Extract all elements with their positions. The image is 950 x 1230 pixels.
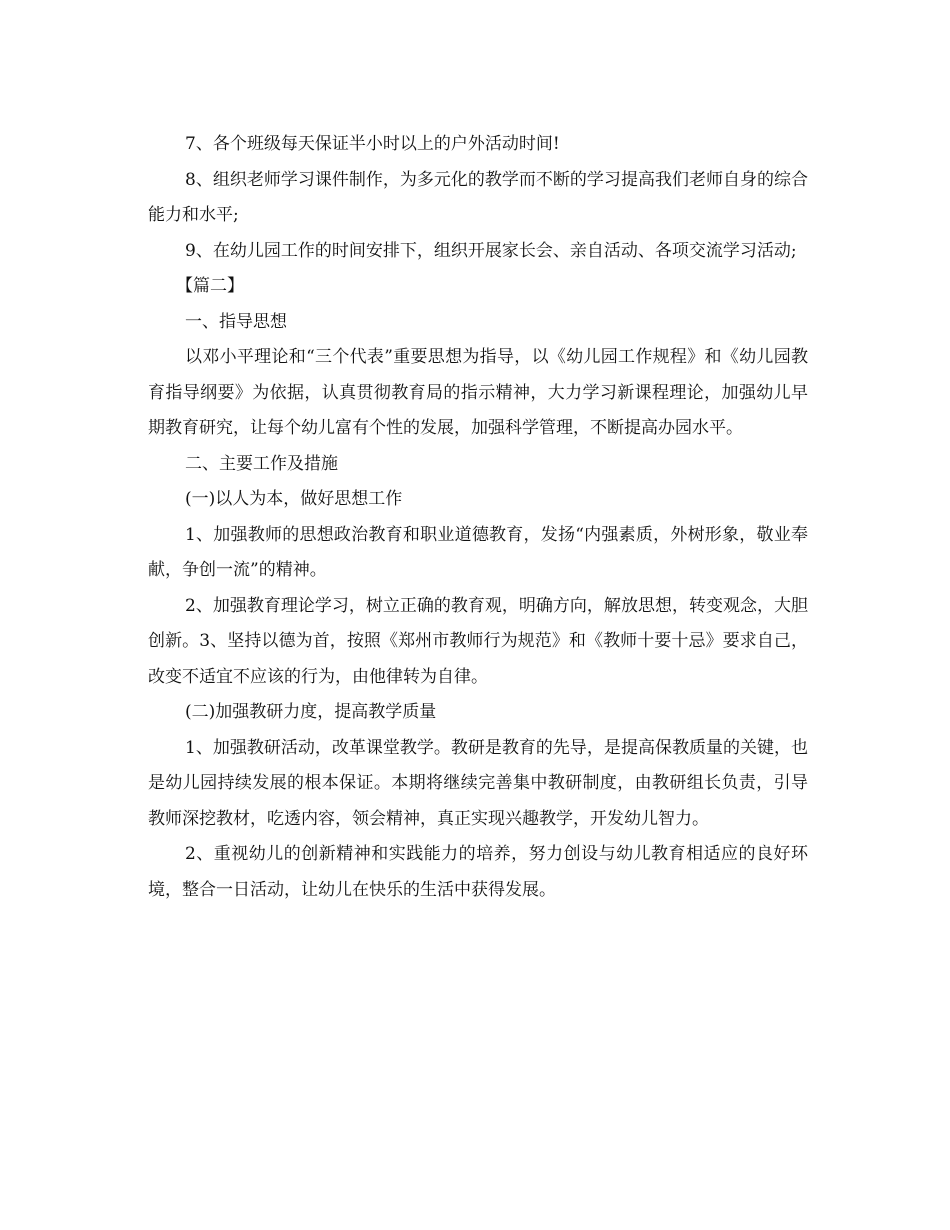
paragraph-guiding-ideology: 以邓小平理论和“三个代表”重要思想为指导，以《幼儿园工作规程》和《幼儿园教育指导纲要》为依据，认真贯彻教育局的指示精神，大力学习新课程理论，加强幼儿早期教育研究，让每个幼儿富有个性的发展，加强科学管理，不断提高办园水平。 [148,347,808,438]
heading-guiding-ideology: 一、指导思想 [185,311,287,332]
paragraph-innovation-practice: 2、重视幼儿的创新精神和实践能力的培养，努力创设与幼儿教育相适应的良好环境，整合一日活动，让幼儿在快乐的生活中获得发展。 [148,844,808,900]
paragraph-item-9: 9、在幼儿园工作的时间安排下，组织开展家长会、亲自活动、各项交流学习活动; [185,240,797,261]
paragraph-research-activities: 1、加强教研活动，改革课堂教学。教研是教育的先导，是提高保教质量的关键，也是幼儿园持续发展的根本保证。本期将继续完善集中教研制度，由教研组长负责，引导教师深挖教材，吃透内容，领会精神，真正实现兴趣教学，开发幼儿智力。 [148,737,808,829]
subheading-people-oriented: (一)以人为本，做好思想工作 [185,489,403,509]
section-heading-part-two: 【篇二】 [176,276,244,296]
document-body [148,127,808,908]
paragraph-item-8: 8、组织老师学习课件制作，为多元化的教学而不断的学习提高我们老师自身的综合能力和水平; [148,169,808,225]
paragraph-item-7: 7、各个班级每天保证半小时以上的户外活动时间! [185,134,560,154]
heading-main-work-measures: 二、主要工作及措施 [185,453,338,474]
paragraph-teacher-education: 1、加强教师的思想政治教育和职业道德教育，发扬“内强素质，外树形象，敬业奉献，争创一流”的精神。 [148,524,808,580]
paragraph-theory-study: 2、加强教育理论学习，树立正确的教育观，明确方向，解放思想，转变观念，大胆创新。3、坚持以德为首，按照《郑州市教师行为规范》和《教师十要十忌》要求自己，改变不适宜不应该的行为，由他律转为自律。 [148,595,808,687]
subheading-teaching-research: (二)加强教研力度，提高教学质量 [185,702,437,722]
